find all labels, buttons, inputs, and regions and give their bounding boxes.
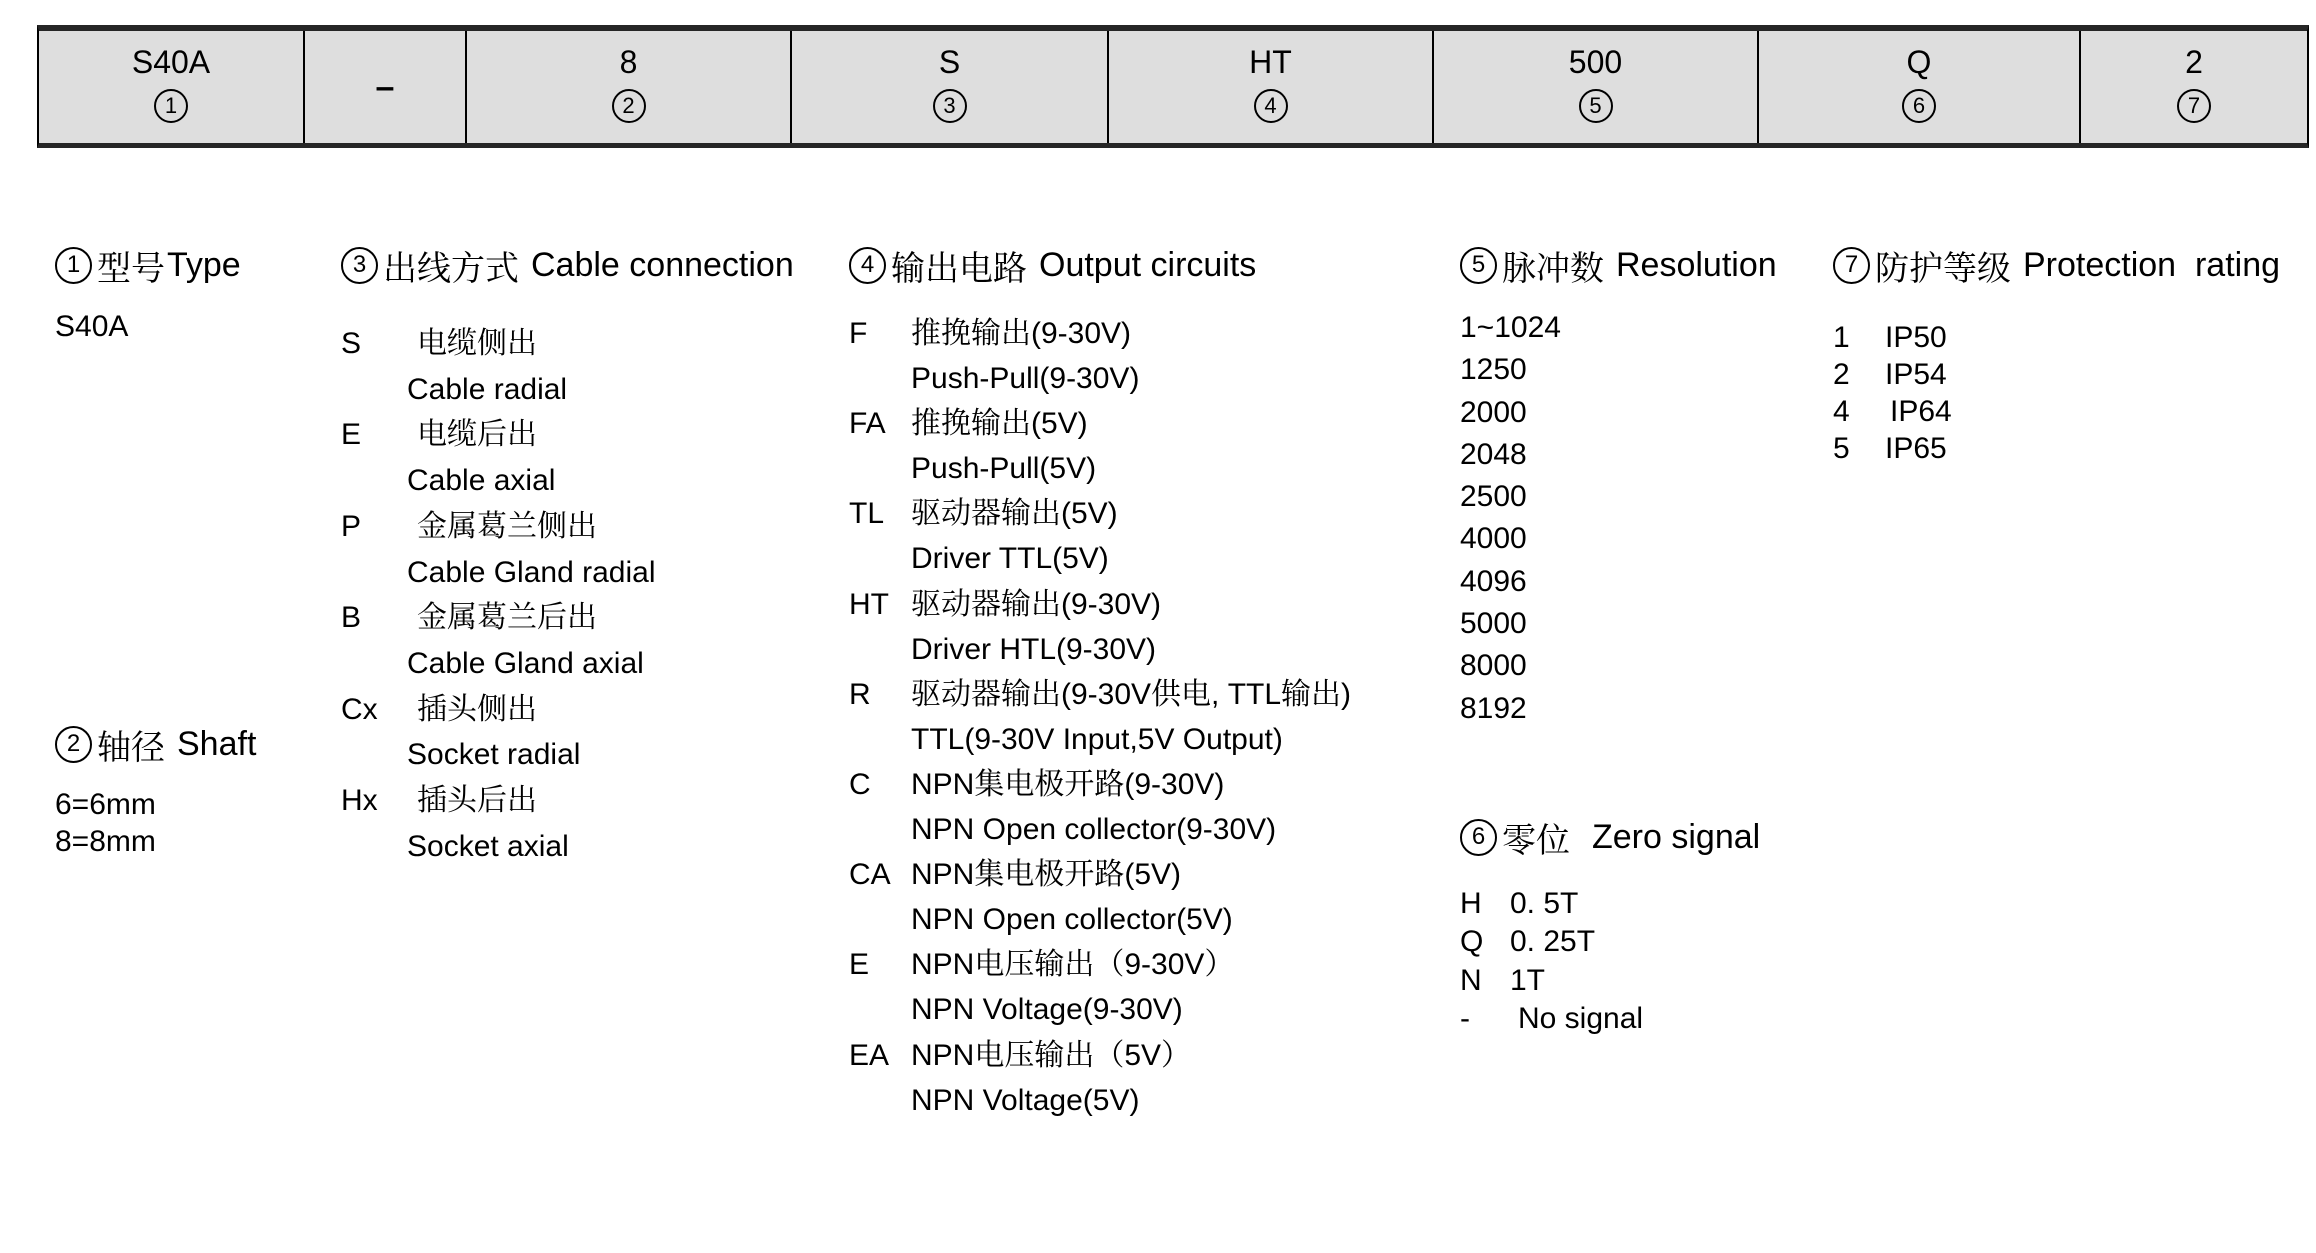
resolution-value: 8192 — [1460, 691, 1527, 725]
resolution-value: 1250 — [1460, 353, 1527, 387]
option-zh: 插头后出 — [417, 784, 537, 818]
section-zero-heading — [1460, 815, 1760, 859]
option-zh: NPN集电极开路(9-30V) — [911, 767, 1225, 801]
code-cell-protection — [2081, 31, 2307, 143]
option-en: NPN Voltage(5V) — [911, 1083, 1140, 1117]
shaft-option: 8=8mm — [55, 825, 156, 858]
cable-option-Hx — [341, 778, 794, 869]
circled-number-4: 4 — [1254, 89, 1288, 123]
circled-number-6: 6 — [1460, 819, 1497, 856]
output-option-C — [849, 762, 1351, 852]
circled-number-7: 7 — [1833, 247, 1870, 284]
cable-option-P — [341, 504, 794, 595]
resolution-value: 5000 — [1460, 607, 1527, 641]
zero-option-N — [1460, 962, 1760, 1000]
option-code: 4 — [1833, 395, 1850, 428]
option-zh: 驱动器输出(9-30V供电, TTL输出) — [911, 677, 1352, 711]
option-value: IP50 — [1885, 321, 1947, 354]
resolution-value: 8000 — [1460, 649, 1527, 683]
circled-number-7: 7 — [2177, 89, 2211, 123]
option-value: IP64 — [1890, 395, 1952, 428]
resolution-value: 2500 — [1460, 480, 1527, 514]
zero-option-H — [1460, 885, 1760, 923]
shaft-option: 6=6mm — [55, 788, 156, 821]
option-code: C — [849, 767, 871, 801]
code-cell-cable — [792, 31, 1109, 143]
section-type — [55, 243, 241, 347]
circled-number-5: 5 — [1460, 247, 1497, 284]
heading-en: Output circuits — [1039, 245, 1257, 284]
option-zh: NPN电压输出（9-30V） — [911, 948, 1235, 982]
option-code: E — [849, 948, 870, 982]
circled-number-6: 6 — [1902, 89, 1936, 123]
option-code: 1 — [1833, 321, 1850, 354]
option-code: 5 — [1833, 432, 1850, 465]
resolution-value: 4096 — [1460, 564, 1527, 598]
option-code: E — [341, 418, 362, 452]
circled-number-1: 1 — [55, 247, 92, 284]
heading-en: Protection rating — [2023, 245, 2281, 284]
circled-number-2: 2 — [55, 726, 92, 763]
dash-separator: – — [375, 68, 395, 106]
protection-option-5 — [1833, 430, 2280, 467]
option-en: Cable Gland radial — [407, 555, 656, 589]
code-value: 500 — [1568, 44, 1623, 80]
option-zh: 推挽输出(5V) — [911, 407, 1088, 441]
code-cell-resolution — [1434, 31, 1759, 143]
output-option-EA — [849, 1033, 1351, 1123]
output-option-FA — [849, 401, 1351, 491]
type-model-value: S40A — [55, 310, 129, 343]
code-cell-shaft — [467, 31, 792, 143]
section-output-heading — [849, 243, 1351, 287]
option-code: F — [849, 317, 868, 350]
option-zh: 插头侧出 — [417, 692, 537, 726]
option-en: Socket radial — [407, 738, 581, 772]
option-en: Cable axial — [407, 464, 556, 498]
option-code: - — [1460, 1001, 1470, 1035]
option-value: 0. 5T — [1510, 887, 1579, 920]
section-shaft-heading — [55, 722, 256, 766]
heading-zh: 输出电路 — [891, 249, 1027, 288]
option-code: Q — [1460, 925, 1484, 959]
option-en: Driver TTL(5V) — [911, 542, 1109, 576]
output-option-HT — [849, 582, 1351, 672]
option-zh: 驱动器输出(9-30V) — [911, 587, 1162, 621]
resolution-values — [1460, 307, 1777, 730]
protection-option-4 — [1833, 393, 2280, 430]
cable-option-S — [341, 321, 794, 412]
section-zero-signal — [1460, 815, 1760, 1038]
option-code: B — [341, 601, 362, 635]
option-en: NPN Voltage(9-30V) — [911, 993, 1183, 1027]
section-resolution-heading — [1460, 243, 1777, 287]
heading-en: Type — [167, 245, 241, 284]
option-code: FA — [849, 407, 886, 441]
resolution-value: 1~1024 — [1460, 311, 1561, 344]
option-zh: 推挽输出(9-30V) — [911, 317, 1132, 350]
output-option-R — [849, 672, 1351, 762]
option-code: N — [1460, 963, 1482, 997]
section-output-circuits — [849, 243, 1351, 1123]
option-en: Cable Gland axial — [407, 646, 644, 680]
option-en: Socket axial — [407, 829, 569, 863]
option-code: S — [341, 327, 362, 360]
protection-options — [1833, 319, 2280, 467]
protection-option-2 — [1833, 356, 2280, 393]
option-value: IP54 — [1885, 358, 1947, 391]
cable-option-Cx — [341, 687, 794, 778]
section-type-heading — [55, 243, 241, 287]
section-cable-heading — [341, 243, 794, 287]
option-value: IP65 — [1885, 432, 1947, 465]
zero-option-none — [1460, 1000, 1760, 1038]
heading-zh: 防护等级 — [1875, 249, 2011, 288]
code-cell-model — [39, 31, 305, 143]
zero-options — [1460, 885, 1760, 1038]
option-en: Driver HTL(9-30V) — [911, 632, 1157, 666]
shaft-options — [55, 786, 256, 860]
heading-zh: 出线方式 — [383, 249, 519, 288]
heading-en: Resolution — [1616, 245, 1777, 284]
section-protection-rating — [1833, 243, 2280, 467]
section-protection-heading — [1833, 243, 2280, 287]
option-code: 2 — [1833, 358, 1850, 391]
heading-zh: 零位 — [1502, 821, 1570, 860]
code-value: S40A — [131, 44, 211, 80]
option-en: NPN Open collector(5V) — [911, 903, 1233, 937]
option-code: CA — [849, 858, 891, 892]
code-cell-zero — [1759, 31, 2081, 143]
circled-number-3: 3 — [341, 247, 378, 284]
heading-en: Shaft — [177, 724, 257, 763]
output-options — [849, 311, 1351, 1123]
heading-zh: 脉冲数 — [1502, 249, 1604, 288]
heading-en: Cable connection — [531, 245, 794, 284]
option-zh: 电缆后出 — [417, 418, 537, 452]
section-cable-connection — [341, 243, 794, 869]
option-zh: 电缆侧出 — [417, 327, 537, 360]
option-en: Push-Pull(5V) — [911, 452, 1097, 486]
code-cell-separator — [305, 31, 467, 143]
option-value: No signal — [1518, 1001, 1644, 1035]
code-value: HT — [1249, 44, 1292, 80]
option-code: Cx — [341, 692, 378, 726]
cable-option-E — [341, 412, 794, 503]
heading-zh: 轴径 — [97, 728, 165, 767]
option-en: NPN Open collector(9-30V) — [911, 813, 1277, 847]
option-zh: NPN集电极开路(5V) — [911, 858, 1182, 892]
code-value: Q — [1906, 44, 1932, 80]
option-zh: 驱动器输出(5V) — [911, 497, 1118, 531]
option-code: EA — [849, 1038, 890, 1072]
circled-number-2: 2 — [612, 89, 646, 123]
code-value: S — [938, 44, 961, 80]
option-code: HT — [849, 587, 889, 621]
output-option-F — [849, 311, 1351, 401]
output-option-E — [849, 942, 1351, 1032]
heading-en: Zero signal — [1592, 817, 1761, 856]
section-resolution — [1460, 243, 1777, 730]
output-option-TL — [849, 491, 1351, 581]
option-value: 0. 25T — [1510, 925, 1596, 959]
heading-zh: 型号 — [97, 249, 165, 288]
circled-number-4: 4 — [849, 247, 886, 284]
code-value: 2 — [2185, 44, 2203, 80]
circled-number-5: 5 — [1579, 89, 1613, 123]
option-value: 1T — [1510, 963, 1546, 997]
circled-number-3: 3 — [933, 89, 967, 123]
model-code-table — [37, 25, 2309, 148]
option-code: P — [341, 509, 362, 543]
option-code: Hx — [341, 784, 378, 818]
option-en: Push-Pull(9-30V) — [911, 362, 1140, 396]
option-zh: 金属葛兰后出 — [417, 601, 597, 635]
cable-option-B — [341, 595, 794, 686]
section-shaft — [55, 722, 256, 860]
option-code: R — [849, 677, 871, 711]
option-zh: NPN电压输出（5V） — [911, 1038, 1192, 1072]
resolution-value: 2048 — [1460, 437, 1527, 471]
option-zh: 金属葛兰侧出 — [417, 509, 597, 543]
circled-number-1: 1 — [154, 89, 188, 123]
zero-option-Q — [1460, 923, 1760, 961]
option-en: Cable radial — [407, 372, 568, 406]
code-cell-output — [1109, 31, 1434, 143]
option-code: TL — [849, 497, 885, 531]
option-code: H — [1460, 887, 1482, 920]
output-option-CA — [849, 852, 1351, 942]
resolution-value: 2000 — [1460, 395, 1527, 429]
protection-option-1 — [1833, 319, 2280, 356]
option-en: TTL(9-30V Input,5V Output) — [911, 722, 1283, 756]
code-value: 8 — [619, 44, 638, 80]
cable-options — [341, 321, 794, 869]
resolution-value: 4000 — [1460, 522, 1527, 556]
